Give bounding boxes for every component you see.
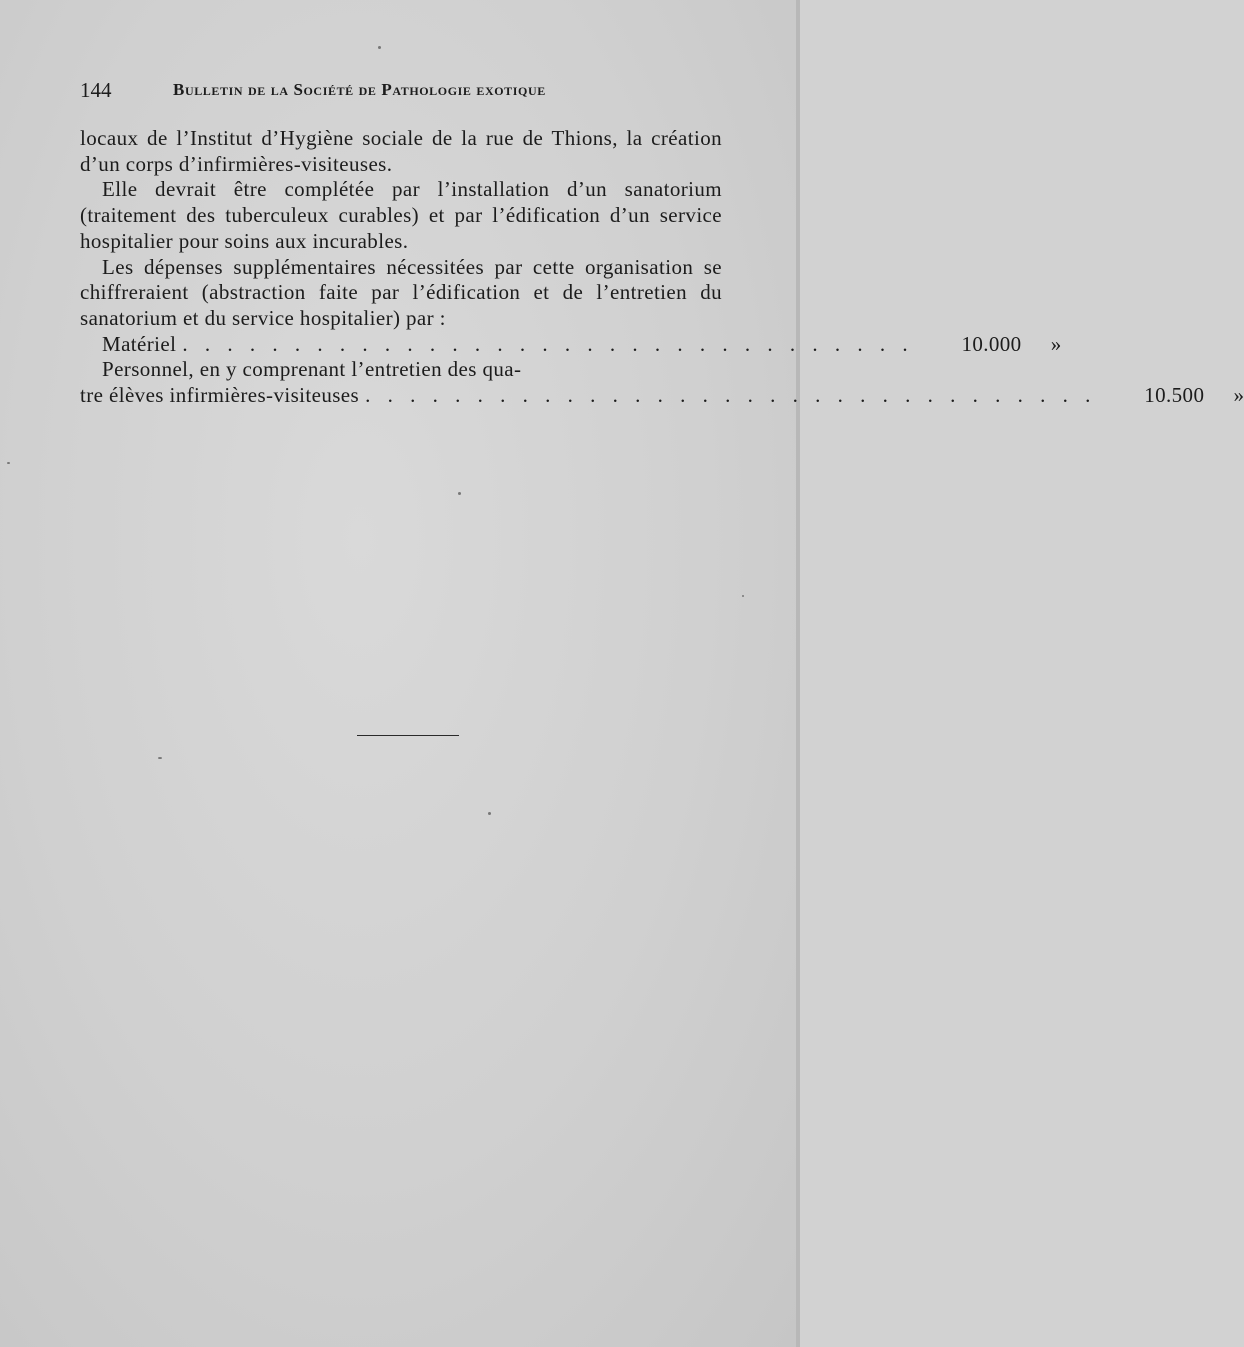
running-title: Bulletin de la Société de Pathologie exotique: [173, 80, 546, 99]
page-number: 144: [80, 78, 112, 102]
expense-label-line: Personnel, en y comprenant l’entretien des qua-: [102, 357, 522, 382]
expense-row-materiel: [80, 331, 1062, 358]
expense-label: Matériel: [102, 331, 177, 356]
page-header: [80, 78, 720, 108]
paper-speck: [742, 595, 744, 597]
expense-mark: »: [1233, 383, 1244, 408]
expense-amount: 10.500: [1144, 383, 1205, 408]
dot-leader: . . . . . . . . . . . . . . . . . . . . . . . . . . . . . . . . .: [365, 383, 1097, 408]
expense-row-personnel: [80, 383, 1244, 409]
body-text: [80, 126, 1244, 409]
dot-leader: . . . . . . . . . . . . . . . . . . . . . . . . . . . . . . . . .: [182, 331, 914, 356]
paper-speck: [488, 812, 491, 815]
paper-speck: [378, 46, 381, 49]
paragraph: Les dépenses supplémentaires nécessitées par cette organisation se chiffreraient (abstraction faite par l’édification et de l’entretien du sanatorium et du service hospitalier) par :: [80, 254, 722, 330]
expense-mark: »: [1050, 331, 1062, 356]
expense-amount: 10.000: [961, 331, 1022, 356]
paper-speck: [458, 492, 461, 495]
paragraph: locaux de l’Institut d’Hygiène sociale de la rue de Thions, la création d’un corps d’infirmières-visiteuses.: [80, 126, 722, 176]
paper-speck: [7, 462, 10, 464]
page-edge: [796, 0, 800, 1347]
paragraph: Elle devrait être complétée par l’installation d’un sanatorium (traitement des tuberculeux curables) et par l’édification d’un service hospitalier pour soins aux incurables.: [80, 177, 722, 253]
expense-label: tre élèves infirmières-visiteuses: [80, 383, 360, 408]
paper-speck: [158, 757, 162, 759]
section-end-rule: [357, 735, 459, 736]
